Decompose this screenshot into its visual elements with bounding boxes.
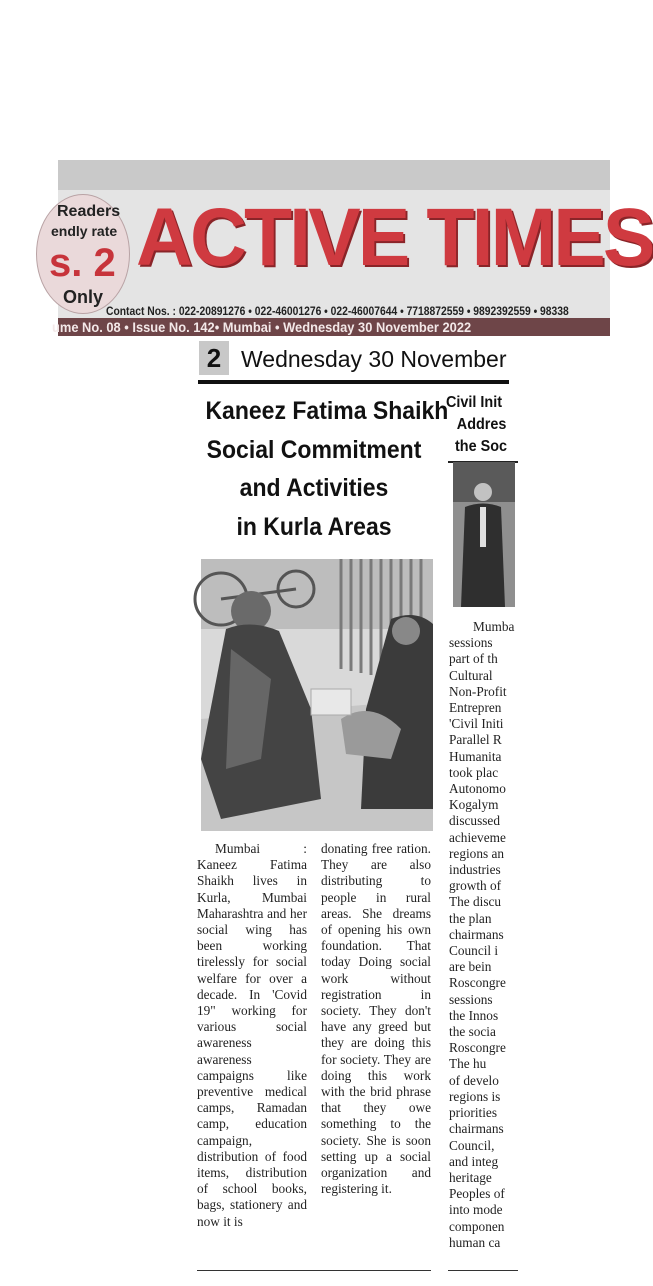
side-text-line: Kogalym (449, 797, 499, 813)
side-text-line: The hu (449, 1056, 487, 1072)
side-text-line: industries (449, 862, 501, 878)
side-text-line: regions is (449, 1088, 501, 1104)
side-text-line: Cultural (449, 667, 493, 683)
price-badge-price: s. 2 (49, 241, 116, 285)
side-text-line: discussed (449, 813, 500, 829)
page-number: 2 (199, 341, 229, 375)
side-text-line: Mumba (473, 619, 515, 634)
price-badge-line2: endly rate (51, 223, 118, 239)
price-badge (36, 194, 130, 314)
side-article-title (446, 392, 626, 458)
issue-strip (52, 318, 610, 336)
side-photo-scene (453, 462, 515, 607)
side-article-bottom-rule (448, 1270, 518, 1271)
price-badge-line1: Readers (57, 203, 121, 220)
side-text-line: Entrepren (449, 700, 502, 716)
side-text-line: into mode (449, 1202, 503, 1218)
issue-line: ume No. 08 • Issue No. 142• Mumbai • Wednesday 30 November 2022 (52, 319, 472, 335)
side-text-line: took plac (449, 764, 499, 780)
side-article (446, 384, 515, 1286)
newspaper-title: ACTIVE TIMES (136, 192, 653, 283)
headline-line: Kaneez Fatima Shaikh (205, 397, 449, 425)
contact-numbers: Contact Nos. : 022-20891276 • 022-46001276 • 022-46007644 • 7718872559 • 9892392559 • 98338 (106, 304, 569, 318)
side-text-line: human ca (449, 1234, 501, 1250)
side-text-line: achieveme (449, 829, 506, 845)
side-text-line: Peoples of (449, 1186, 505, 1202)
price-badge-line4: Only (63, 287, 104, 307)
side-text-line: sessions (449, 991, 493, 1007)
side-text-line: Non-Profit (449, 683, 507, 699)
side-text-line: componen (449, 1218, 505, 1234)
masthead-top-band (58, 160, 610, 190)
side-text-line: Parallel R (449, 732, 502, 748)
side-text-line: are bein (449, 959, 492, 975)
headline-line: in Kurla Areas (236, 512, 392, 541)
side-title-line: the Soc (455, 438, 508, 455)
side-title-line: Addres (456, 416, 507, 433)
side-text-line: growth of (449, 878, 502, 894)
side-text-line: the plan (449, 910, 492, 926)
side-text-line: 'Civil Initi (449, 716, 504, 732)
side-text-line: heritage (449, 1169, 492, 1185)
side-text-line: regions an (449, 845, 505, 861)
photo-scene (201, 559, 433, 831)
article-headline (205, 392, 449, 546)
article-photo (201, 559, 433, 831)
side-text-line: chairmans (449, 1121, 504, 1137)
article-bottom-rule (197, 1270, 431, 1271)
side-text-line: Autonomo (449, 781, 506, 797)
side-text-line: the socia (449, 1024, 496, 1040)
side-article-text (449, 619, 649, 1251)
side-text-line: Roscongre (449, 975, 506, 991)
headline-line: Social Commitment (206, 435, 422, 464)
side-text-line: Roscongre (449, 1040, 506, 1056)
side-text-line: Council, (449, 1137, 495, 1153)
side-text-line: sessions (449, 635, 493, 651)
article-column-1: Mumbai : Kaneez Fatima Shaikh lives in Kurla, Mumbai Maharashtra and her social wing has been working tirelessly for social welfare for over a decade. In 'Covid 19" working for various social awareness awareness campaigns like preventive medical camps, Ramadan camp, education campaign, distribution of food items, distribution of school books, bags, stationery and now it is (197, 841, 307, 1229)
side-text-line: and integ (449, 1153, 499, 1169)
page-date: Wednesday 30 November (241, 346, 507, 372)
article-column-2: donating free ration. They are also distributing to people in rural areas. She dreams of opening his own foundation. That today Doing social work without registration in society. They don't have any greed but they are doing this for society. They are doing this work with the brid phrase that they owe something to the society. She is soon setting up a social organization and registering it. (321, 841, 431, 1197)
side-article-photo (453, 462, 515, 607)
side-text-line: chairmans (449, 926, 504, 942)
side-text-line: the Innos (449, 1007, 499, 1023)
masthead (49, 160, 653, 336)
side-text-line: priorities (449, 1105, 498, 1121)
side-text-line: of develo (449, 1072, 499, 1088)
headline-line: and Activities (239, 474, 389, 502)
side-text-line: The discu (449, 894, 502, 910)
side-title-line: Civil Init (446, 394, 503, 411)
side-text-line: part of th (449, 651, 498, 667)
side-text-line: Council i (449, 943, 499, 959)
side-text-line: Humanita (449, 748, 502, 764)
